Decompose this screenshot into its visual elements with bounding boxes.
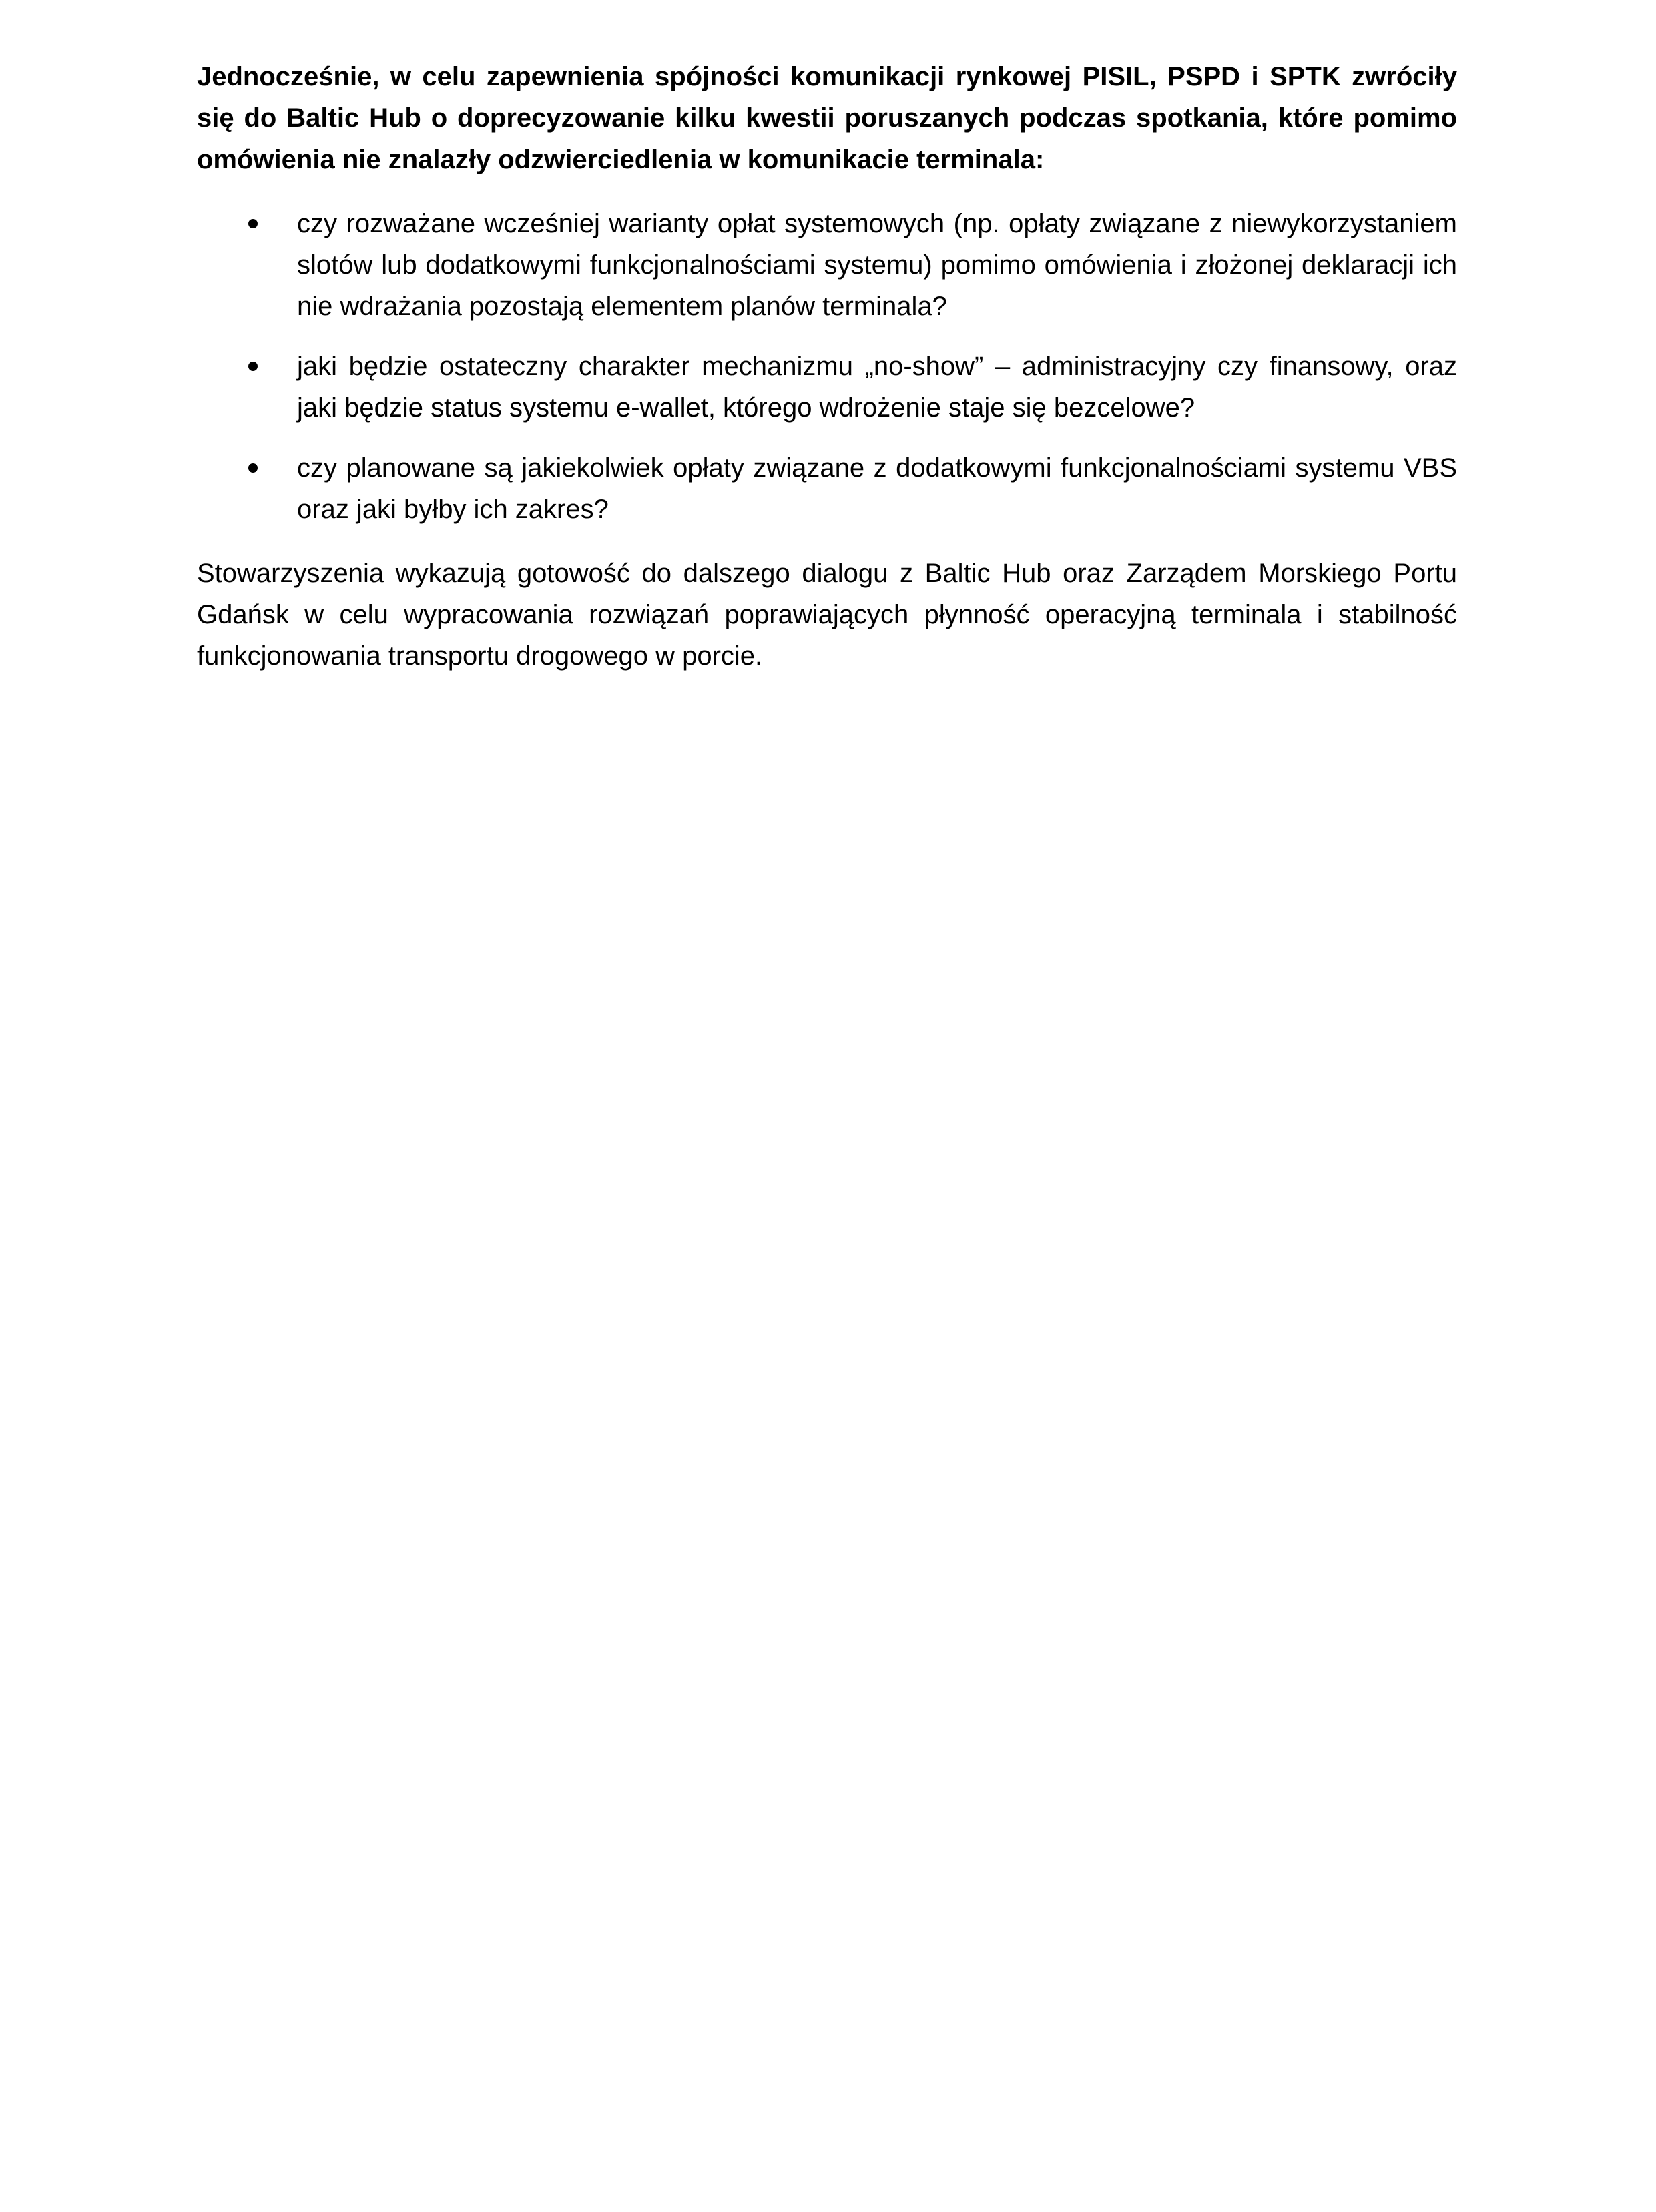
bullet-icon (248, 463, 258, 473)
question-list (197, 203, 1457, 530)
closing-paragraph: Stowarzyszenia wykazują gotowość do dalszego dialogu z Baltic Hub oraz Zarządem Morskiego Portu Gdańsk w celu wypracowania rozwiązań poprawiających płynność operacyjną terminala i stabilność funkcjonowania transportu drogowego w porcie. (197, 559, 1457, 671)
lead-paragraph: Jednocześnie, w celu zapewnienia spójności komunikacji rynkowej PISIL, PSPD i SPTK zwróciły się do Baltic Hub o doprecyzowanie kilku kwestii poruszanych podczas spotkania, które pomimo omówienia nie znalazły odzwierciedlenia w komunikacie terminala: (197, 62, 1457, 174)
list-item-text: czy rozważane wcześniej warianty opłat systemowych (np. opłaty związane z niewykorzystaniem slotów lub dodatkowymi funkcjonalnościami systemu) pomimo omówienia i złożonej deklaracji ich nie wdrażania pozostają elementem planów terminala? (297, 209, 1457, 321)
list-item (197, 346, 1457, 429)
list-item-text: czy planowane są jakiekolwiek opłaty związane z dodatkowymi funkcjonalnościami systemu VBS oraz jaki byłby ich zakres? (297, 453, 1457, 524)
list-item (197, 447, 1457, 530)
document-page (197, 56, 1457, 677)
list-item-text: jaki będzie ostateczny charakter mechanizmu „no-show” – administracyjny czy finansowy, oraz jaki będzie status systemu e-wallet, którego wdrożenie staje się bezcelowe? (297, 352, 1457, 423)
bullet-icon (248, 362, 258, 371)
bullet-icon (248, 219, 258, 228)
list-item (197, 203, 1457, 327)
